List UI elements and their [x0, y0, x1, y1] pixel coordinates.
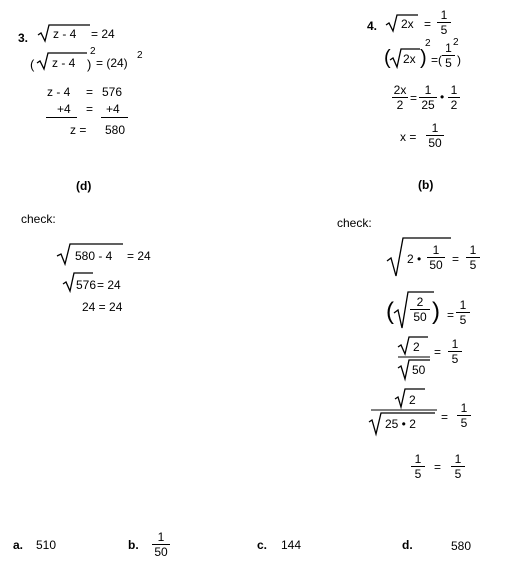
p4-c4-eq: =	[441, 410, 449, 424]
fraction	[392, 84, 408, 111]
p4-c3-eq: =	[434, 345, 442, 359]
fraction	[426, 122, 444, 149]
fraction	[410, 296, 430, 323]
radical-fraction	[398, 337, 434, 381]
choice-d-value: 580	[451, 539, 472, 553]
denominator: 50	[428, 136, 442, 150]
p3-eq2-rhs-exponent: 2	[137, 50, 143, 61]
open-paren: (	[438, 53, 442, 67]
denominator: 2	[450, 98, 458, 112]
choice-b-label: b.	[128, 538, 139, 552]
fraction	[451, 453, 465, 480]
numerator: 2	[416, 295, 424, 309]
p4-eq4-left: x =	[400, 130, 417, 144]
denominator: 50	[412, 363, 426, 377]
p3-step1-eq: =	[86, 85, 94, 99]
p3-eq2-exponent: 2	[90, 46, 96, 57]
denominator: 50	[154, 545, 168, 559]
p3-step2-right: +4	[106, 102, 120, 116]
p4-answer-label: (b)	[418, 178, 434, 192]
numerator: 1	[454, 452, 462, 466]
p4-eq3-dot: •	[440, 90, 445, 104]
close-paren: )	[457, 53, 461, 67]
choice-b-fraction	[152, 531, 170, 558]
numerator: 1	[431, 121, 439, 135]
numerator: 1	[414, 452, 422, 466]
close-paren: )	[432, 298, 440, 325]
fraction	[466, 244, 480, 271]
p4-eq1-eq: =	[424, 17, 432, 31]
fraction	[448, 84, 460, 111]
denominator: 5	[469, 258, 477, 272]
numerator: 1	[440, 8, 448, 22]
p3-check1-rhs: = 24	[127, 249, 151, 263]
p4-c5-eq: =	[434, 460, 442, 474]
denominator: 5	[460, 416, 468, 430]
radical-fraction	[369, 389, 439, 435]
underline-rule	[101, 117, 128, 118]
denominator: 5	[414, 467, 422, 481]
fraction	[419, 84, 437, 111]
p3-eq1-radicand: z - 4	[53, 27, 77, 41]
p3-step3-right: 580	[105, 123, 126, 137]
denominator: 25 • 2	[385, 417, 416, 431]
problem-4-number: 4.	[367, 19, 378, 33]
p4-eq2-radicand: 2x	[403, 52, 416, 66]
denominator: 2	[396, 98, 404, 112]
p3-eq1-rhs: = 24	[91, 27, 115, 41]
denominator: 50	[429, 258, 443, 272]
open-paren: (	[386, 298, 394, 325]
problem-3-number: 3.	[18, 31, 29, 45]
choice-a-value: 510	[36, 538, 57, 552]
fraction	[448, 338, 462, 365]
denominator: 5	[459, 313, 467, 327]
denominator: 5	[440, 23, 448, 37]
p3-check-label: check:	[21, 212, 56, 226]
choice-c-value: 144	[281, 538, 302, 552]
numerator: 2	[413, 340, 420, 354]
p3-eq2-close-paren: )	[87, 57, 92, 72]
fraction	[437, 9, 451, 36]
p3-eq2-rhs: = (24)	[96, 56, 128, 70]
p3-step1-right: 576	[102, 85, 123, 99]
numerator: 1	[469, 243, 477, 257]
close-paren: )	[420, 47, 427, 69]
choice-d-label: d.	[402, 538, 413, 552]
p4-check-label: check:	[337, 216, 372, 230]
p4-eq3-eq: =	[410, 91, 418, 105]
p3-step1-left: z - 4	[47, 85, 71, 99]
p3-eq2-open-paren: (	[30, 57, 35, 72]
numerator: 2	[409, 393, 416, 407]
fraction	[427, 244, 445, 271]
numerator: 1	[460, 401, 468, 415]
p3-step2-eq: =	[86, 102, 94, 116]
p4-eq2-exponent: 2	[425, 38, 431, 49]
denominator: 5	[445, 56, 452, 70]
choice-a-label: a.	[13, 538, 24, 552]
p4-c1-eq: =	[452, 252, 460, 266]
numerator: 1	[450, 83, 458, 97]
p4-eq1-radicand: 2x	[401, 17, 414, 31]
p3-eq2-radicand: z - 4	[52, 56, 76, 70]
numerator: 1	[424, 83, 432, 97]
numerator: 1	[445, 41, 452, 55]
denominator: 25	[421, 98, 435, 112]
p4-eq2-eq: =	[431, 53, 439, 67]
open-paren: (	[384, 47, 391, 69]
p4-eq2-exponent2: 2	[453, 37, 459, 48]
denominator: 5	[451, 352, 459, 366]
numerator: 2x	[393, 83, 407, 97]
p3-step2-left: +4	[57, 102, 71, 116]
fraction	[457, 402, 471, 429]
underline-rule	[46, 117, 77, 118]
p3-check2-rhs: = 24	[97, 278, 121, 292]
p3-check2-radicand: 576	[76, 278, 97, 292]
p3-check1-radicand: 580 - 4	[75, 249, 113, 263]
p3-step3-left: z =	[70, 123, 87, 137]
numerator: 1	[432, 243, 440, 257]
denominator: 50	[413, 310, 427, 324]
p4-c1-rad-left: 2 •	[407, 252, 422, 266]
choice-c-label: c.	[257, 538, 268, 552]
p3-answer-label: (d)	[76, 179, 92, 193]
fraction	[411, 453, 425, 480]
numerator: 1	[157, 530, 165, 544]
numerator: 1	[459, 298, 467, 312]
denominator: 5	[454, 467, 462, 481]
p3-check3: 24 = 24	[82, 300, 123, 314]
fraction	[456, 299, 470, 326]
numerator: 1	[451, 337, 459, 351]
p4-c2-eq: =	[447, 308, 455, 322]
